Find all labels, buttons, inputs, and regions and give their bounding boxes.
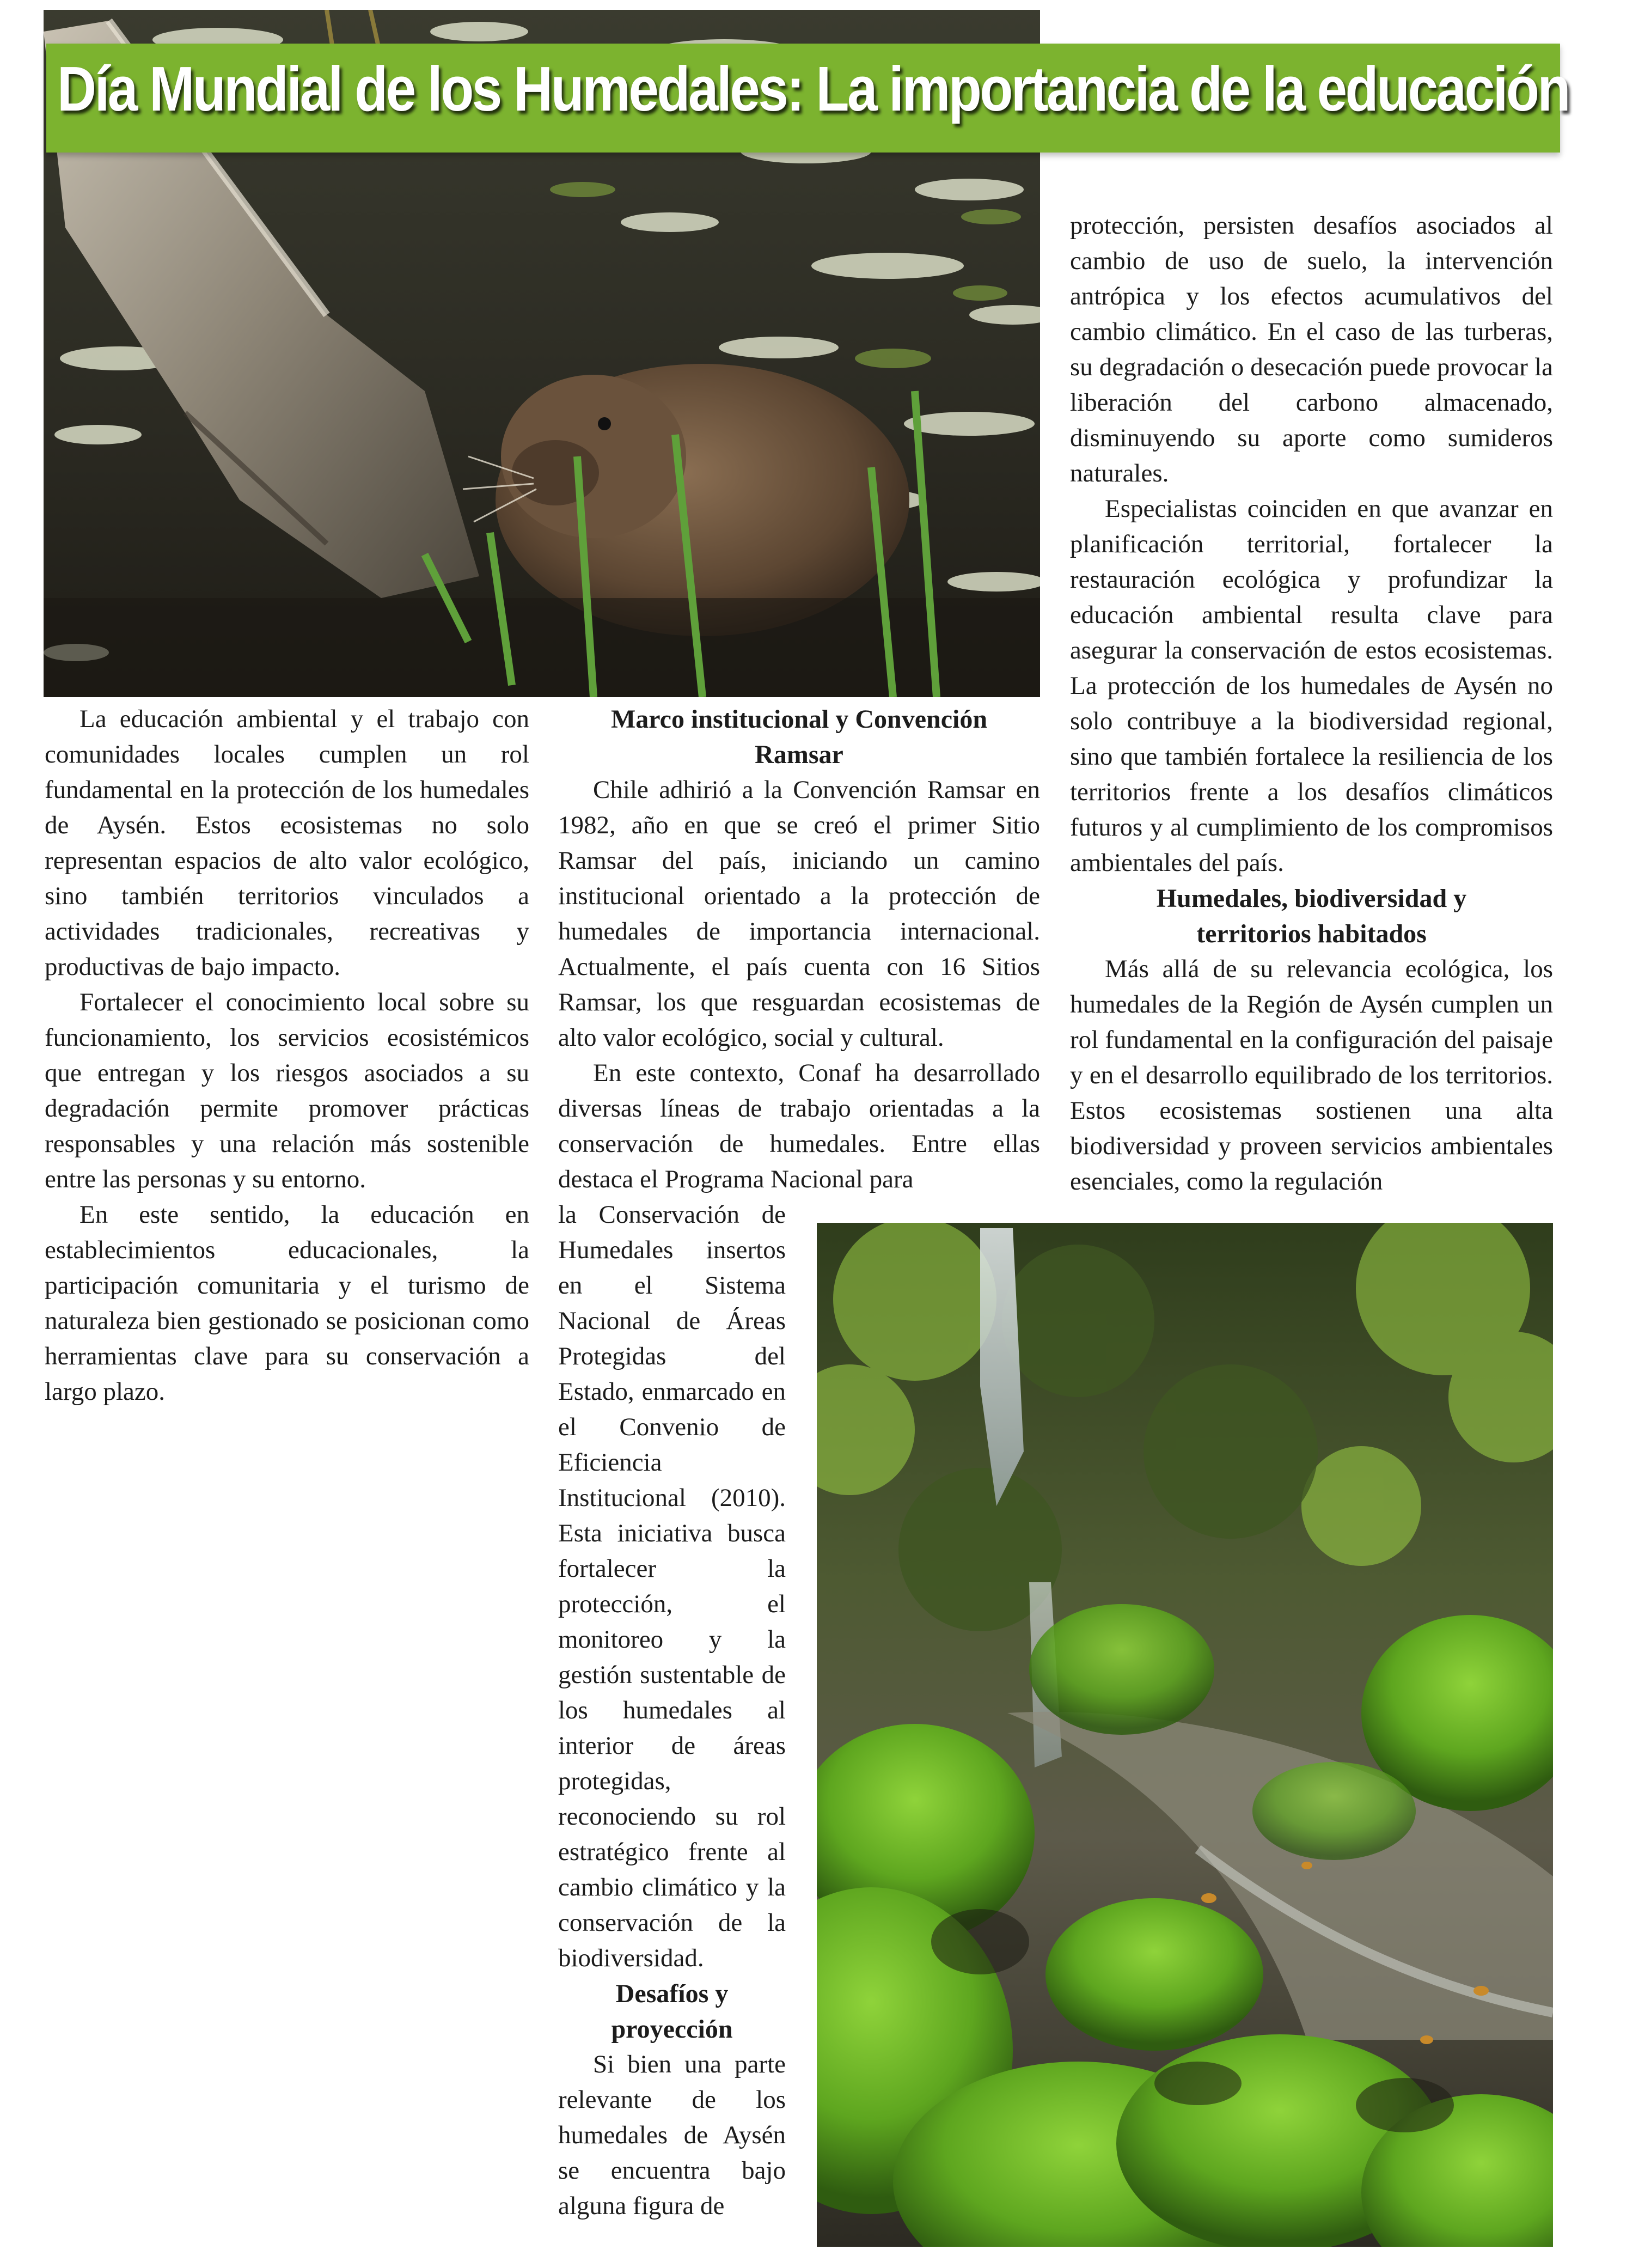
paragraph: La educación ambiental y el trabajo con comunidades locales cumplen un rol fundamental en la protección de los humedales de Aysén. Estos ecosistemas no solo representan espacios de alto valor ecológico, sino también territorios vinculados a actividades tradicionales, recreativas y productivas de bajo impacto.: [45, 705, 529, 981]
moss-waterfall-photo: [817, 1223, 1553, 2247]
paragraph: Fortalecer el conocimiento local sobre su funcionamiento, los servicios ecosistémicos que entregan y los riesgos asociados a su degradación permite promover prácticas responsables y una relación más sostenible entre las personas y su entorno.: [45, 988, 529, 1193]
column-2-narrow: [558, 1197, 786, 2224]
paragraph: Más allá de su relevancia ecológica, los humedales de la Región de Aysén cumplen un rol fundamental en la configuración del paisaje y en el desarrollo equilibrado de los territorios. Estos ecosistemas sostienen una alta biodiversidad y proveen servicios ambientales esenciales, como la regulación: [1070, 955, 1553, 1196]
section-heading-challenges: Desafíos y proyección: [611, 1979, 733, 2044]
paragraph: En este sentido, la educación en establecimientos educacionales, la participación comunitaria y el turismo de naturaleza bien gestionado se posicionan como herramientas clave para su conservación a largo plazo.: [45, 1200, 529, 1406]
article-title: Día Mundial de los Humedales: La importancia de la educación: [57, 53, 1569, 124]
paragraph: protección, persisten desafíos asociados al cambio de uso de suelo, la intervención antrópica y los efectos acumulativos del cambio climático. En el caso de las turberas, su degradación o desecación puede provocar la liberación del carbono almacenado, disminuyendo su aporte como sumideros naturales.: [1070, 211, 1553, 487]
paragraph: En este contexto, Conaf ha desarrollado diversas líneas de trabajo orientadas a la conservación de humedales. Entre ellas destaca el Programa Nacional para: [558, 1059, 1040, 1193]
column-3: [1070, 208, 1553, 1199]
column-1: [45, 702, 529, 1410]
paragraph: Especialistas coinciden en que avanzar en planificación territorial, fortalecer la restauración ecológica y profundizar la educación ambiental resulta clave para asegurar la conservación de estos ecosistemas. La protección de los humedales de Aysén no solo contribuye a la biodiversidad regional, sino que también fortalece la resiliencia de los territorios frente a los desafíos climáticos futuros y al cumplimiento de los compromisos ambientales del país.: [1070, 495, 1553, 877]
column-2: [558, 702, 1040, 1197]
paragraph: Chile adhirió a la Convención Ramsar en 1982, año en que se creó el primer Sitio Ramsar del país, iniciando un camino institucional orientado a la protección de humedales de importancia internacional. Actualmente, el país cuenta con 16 Sitios Ramsar, los que resguardan ecosistemas de alto valor ecológico, social y cultural.: [558, 776, 1040, 1052]
moss-waterfall-illustration: [817, 1223, 1553, 2247]
section-heading-biodiversity: Humedales, biodiversidad y territorios habitados: [1156, 884, 1467, 948]
paragraph: Si bien una parte relevante de los humedales de Aysén se encuentra bajo alguna figura de: [558, 2050, 786, 2220]
paragraph: la Conservación de Humedales insertos en el Sistema Nacional de Áreas Protegidas del Estado, enmarcado en el Convenio de Eficiencia Institucional (2010). Esta iniciativa busca fortalecer la protección, el monitoreo y la gestión sustentable de los humedales al interior de áreas protegidas, reconociendo su rol estratégico frente al cambio climático y la conservación de la biodiversidad.: [558, 1200, 786, 1972]
section-heading-ramsar: Marco institucional y Convención Ramsar: [610, 705, 988, 769]
